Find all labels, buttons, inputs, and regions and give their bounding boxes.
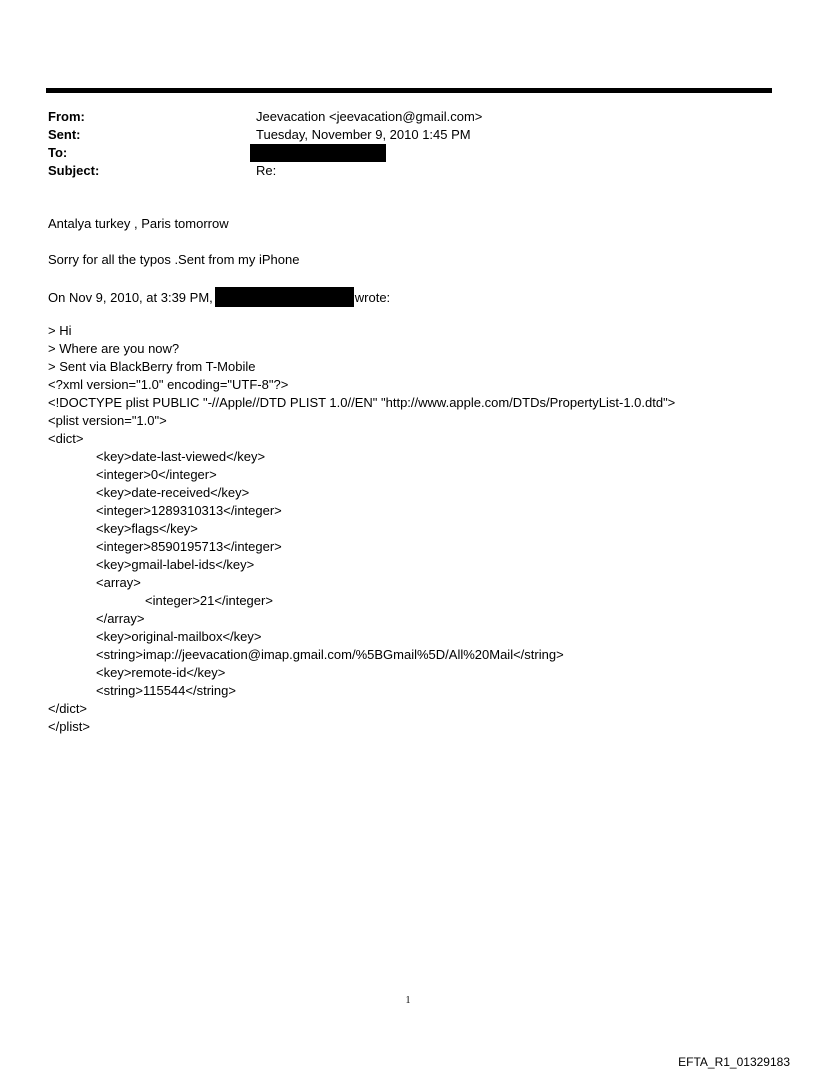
from-value: Jeevacation <jeevacation@gmail.com> bbox=[256, 109, 483, 124]
to-label: To: bbox=[48, 145, 68, 160]
plist-value: <integer>1289310313</integer> bbox=[96, 503, 282, 518]
doctype-line: <!DOCTYPE plist PUBLIC "-//Apple//DTD PLIST 1.0//EN" "http://www.apple.com/DTDs/PropertyList-1.0.dtd"> bbox=[48, 395, 676, 410]
page-number: 1 bbox=[405, 995, 411, 1006]
sender-redaction bbox=[215, 287, 354, 307]
from-label: From: bbox=[48, 109, 85, 124]
plist-open: <plist version="1.0"> bbox=[48, 413, 167, 428]
plist-value: <integer>8590195713</integer> bbox=[96, 539, 282, 554]
array-open: <array> bbox=[96, 575, 141, 590]
subject-label: Subject: bbox=[48, 163, 100, 178]
plist-key: <key>gmail-label-ids</key> bbox=[96, 557, 255, 572]
attribution-prefix: On Nov 9, 2010, at 3:39 PM, bbox=[48, 290, 213, 305]
header-rule bbox=[46, 88, 772, 93]
dict-open: <dict> bbox=[48, 431, 84, 446]
plist-value: <string>imap://jeevacation@imap.gmail.com/%5BGmail%5D/All%20Mail</string> bbox=[96, 647, 564, 662]
document-id: EFTA_R1_01329183 bbox=[678, 1055, 790, 1069]
quoted-line: > Where are you now? bbox=[48, 341, 180, 356]
plist-key: <key>date-last-viewed</key> bbox=[96, 449, 266, 464]
subject-value: Re: bbox=[256, 163, 277, 178]
plist-key: <key>original-mailbox</key> bbox=[96, 629, 262, 644]
plist-key: <key>flags</key> bbox=[96, 521, 198, 536]
quoted-line: > Sent via BlackBerry from T-Mobile bbox=[48, 359, 256, 374]
plist-value: <integer>0</integer> bbox=[96, 467, 217, 482]
sent-value: Tuesday, November 9, 2010 1:45 PM bbox=[256, 127, 471, 142]
plist-key: <key>date-received</key> bbox=[96, 485, 250, 500]
body-line-signature: Sorry for all the typos .Sent from my iPhone bbox=[48, 252, 300, 267]
attribution-suffix: wrote: bbox=[354, 290, 391, 305]
quoted-message bbox=[48, 322, 675, 736]
quoted-line: > Hi bbox=[48, 323, 72, 338]
sent-label: Sent: bbox=[48, 127, 81, 142]
plist-value: <integer>21</integer> bbox=[145, 593, 273, 608]
dict-close: </dict> bbox=[48, 701, 88, 716]
plist-value: <string>115544</string> bbox=[96, 683, 236, 698]
body-line-location: Antalya turkey , Paris tomorrow bbox=[48, 216, 229, 231]
plist-close: </plist> bbox=[48, 719, 90, 734]
xml-declaration: <?xml version="1.0" encoding="UTF-8"?> bbox=[48, 377, 289, 392]
to-redaction bbox=[250, 144, 386, 162]
quote-attribution bbox=[48, 287, 390, 307]
array-close: </array> bbox=[96, 611, 145, 626]
plist-key: <key>remote-id</key> bbox=[96, 665, 226, 680]
